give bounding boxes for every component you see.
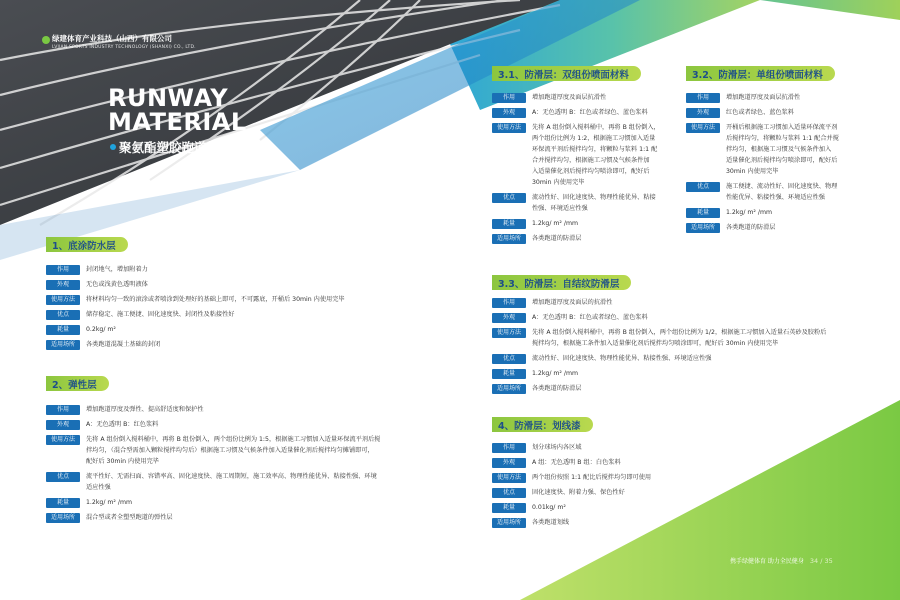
spec-row xyxy=(46,279,446,290)
spec-tag: 适用场所 xyxy=(46,513,80,523)
spec-text-line: 合并搅拌均匀，根据施工习惯及气候条件加 xyxy=(532,157,650,164)
spec-tag: 适用场所 xyxy=(46,340,80,350)
spec-row xyxy=(46,434,456,467)
hero-title-en xyxy=(108,86,247,134)
spec-text-line: 先将 A 组份倒入搅料桶中，再将 B 组份倒入，两个组份比例为 1:5，根据施工习惯加入适量环保流平剂后搅 xyxy=(86,436,381,443)
spec-tag: 耗量 xyxy=(46,498,80,508)
spec-row xyxy=(492,502,792,513)
spec-row xyxy=(686,92,861,103)
spec-row xyxy=(492,457,792,468)
spec-tag: 使用方法 xyxy=(492,473,526,483)
spec-tag: 耗量 xyxy=(686,208,720,218)
spec-row xyxy=(492,327,872,349)
spec-tag: 耗量 xyxy=(492,369,526,379)
company-name-cn: 绿建体育产业科技（山西）有限公司 xyxy=(52,34,172,43)
section-title: 3.1、防滑层：双组份喷面材料 xyxy=(492,66,641,81)
spec-text: 各类跑道划线 xyxy=(532,519,570,526)
spec-tag: 优点 xyxy=(492,193,526,203)
hero-title-cn-wrap xyxy=(110,138,232,156)
spec-tag: 耗量 xyxy=(46,325,80,335)
spec-tag: 使用方法 xyxy=(492,123,526,133)
spec-text-line: 配好后 30min 内使用完毕 xyxy=(86,458,159,465)
spec-row xyxy=(686,181,861,203)
spec-tag: 适用场所 xyxy=(492,518,526,528)
spec-text-line: 后搅拌均匀，将颗粒与浆料 1:1 配合并搅 xyxy=(726,135,839,142)
spec-tag: 外观 xyxy=(492,108,526,118)
section-header-3-2 xyxy=(686,66,835,81)
spec-row xyxy=(46,309,446,320)
spec-tag: 作用 xyxy=(492,93,526,103)
hero-title-line2: MATERIAL xyxy=(108,108,247,136)
spec-text: 各类跑道的防滑层 xyxy=(532,235,582,242)
spec-tag: 外观 xyxy=(46,280,80,290)
section-rows-3-3 xyxy=(492,297,872,398)
spec-text: 0.2kg/ m² xyxy=(86,326,116,333)
section-header-1 xyxy=(46,237,128,252)
spec-text: 两个组份按照 1:1 配比后搅拌均匀即可使用 xyxy=(532,474,652,481)
spec-tag: 适用场所 xyxy=(686,223,720,233)
spec-row xyxy=(492,353,872,364)
spec-text: 各类跑道混凝土基础的封闭 xyxy=(86,341,161,348)
spec-row xyxy=(46,419,456,430)
spec-text: 0.01kg/ m² xyxy=(532,504,566,511)
spec-row xyxy=(46,339,446,350)
spec-tag: 外观 xyxy=(492,458,526,468)
spec-row xyxy=(492,297,872,308)
spec-text xyxy=(726,122,839,177)
spec-tag: 外观 xyxy=(686,108,720,118)
spec-text: A：无色透明 B：红色浆料 xyxy=(86,421,159,428)
spec-text-line: 适应性强 xyxy=(86,484,111,491)
section-title: 3.2、防滑层：单组份喷面材料 xyxy=(686,66,835,81)
spec-tag: 作用 xyxy=(686,93,720,103)
hero-title-line1: RUNWAY xyxy=(108,84,229,112)
spec-tag: 使用方法 xyxy=(686,123,720,133)
spec-tag: 优点 xyxy=(492,354,526,364)
spec-tag: 外观 xyxy=(46,420,80,430)
spec-text-line: 适量催化剂后搅拌均匀喷涂即可，配好后 xyxy=(726,157,838,164)
spec-row xyxy=(492,517,792,528)
spec-text-line: 搅拌均匀，根据施工条件加入适量催化剂后搅拌均匀喷涂即可，配好后 30min 内使用完毕 xyxy=(532,340,779,347)
spec-text: 各类跑道的防滑层 xyxy=(532,385,582,392)
section-title: 4、防滑层：划线漆 xyxy=(492,417,593,432)
section-title: 2、弹性层 xyxy=(46,376,109,391)
spec-row xyxy=(492,122,682,188)
spec-text-line: 性强、环境适应性强 xyxy=(532,205,588,212)
spec-text: A：无色透明 B：红色或者绿色、蓝色浆料 xyxy=(532,109,648,116)
spec-text xyxy=(86,434,380,467)
spec-tag: 使用方法 xyxy=(492,328,526,338)
spec-row xyxy=(492,233,682,244)
spec-row xyxy=(46,404,456,415)
spec-text-line: 施工便捷、流动性好、固化速度快、物理 xyxy=(726,183,838,190)
spec-tag: 作用 xyxy=(46,405,80,415)
spec-row xyxy=(686,222,861,233)
spec-text: 1.2kg/ m² /mm xyxy=(532,220,579,227)
spec-tag: 作用 xyxy=(46,265,80,275)
section-header-3-3 xyxy=(492,275,631,290)
spec-text-line: 环保流平剂后搅拌均匀，将颗粒与浆料 1:1 配 xyxy=(532,146,658,153)
spec-text: A：无色透明 B：红色或者绿色、蓝色浆料 xyxy=(532,314,648,321)
section-header-4 xyxy=(492,417,593,432)
footer-slogan: 携手绿健体育 助力全民健身 xyxy=(730,558,804,565)
bullet-dot-icon xyxy=(110,144,116,150)
section-rows-1 xyxy=(46,264,446,354)
page-numbers: 34 / 35 xyxy=(809,556,833,565)
spec-row xyxy=(492,107,682,118)
company-name-en: LVJIAN SPORTS INDUSTRY TECHNOLOGY (SHANXI) CO., LTD. xyxy=(52,45,196,50)
spec-tag: 外观 xyxy=(492,313,526,323)
spec-row xyxy=(492,368,872,379)
spec-text: 1.2kg/ m² /mm xyxy=(532,370,579,377)
spec-text: 增加跑道厚度及面层抗滑性 xyxy=(532,94,607,101)
spec-tag: 优点 xyxy=(686,182,720,192)
section-rows-3-2 xyxy=(686,92,861,237)
section-rows-3-1 xyxy=(492,92,682,248)
spec-row xyxy=(46,264,446,275)
spec-text-line: 拌均匀，（混合型需加入颗粒搅拌均匀后）根据施工习惯及气候条件加入适量催化剂后搅拌均匀摊铺即可， xyxy=(86,447,374,454)
spec-text-line: 30min 内使用完毕 xyxy=(532,179,585,186)
spec-row xyxy=(492,218,682,229)
spec-text-line: 先将 A 组份倒入搅料桶中，再将 B 组份倒入， xyxy=(532,124,660,131)
company-logo xyxy=(52,34,196,52)
section-title: 1、底涂防水层 xyxy=(46,237,128,252)
spec-text-line: 流动性好、固化速度快、物理性能优异、粘接 xyxy=(532,194,656,201)
spec-text-line: 两个组份比例为 1:2，根据施工习惯加入适量 xyxy=(532,135,656,142)
section-title: 3.3、防滑层：自结纹防滑层 xyxy=(492,275,631,290)
spec-text: 将材料均匀一致的滚涂或者喷涂到处理好的基础上即可，不可露底，开桶后 30min 内使用完毕 xyxy=(86,296,345,303)
spec-row xyxy=(46,324,446,335)
spec-text: 各类跑道的防滑层 xyxy=(726,224,776,231)
logo-mark-icon xyxy=(42,36,50,44)
spec-row xyxy=(46,471,456,493)
spec-text: 1.2kg/ m² /mm xyxy=(86,499,133,506)
spec-text: 封闭地气，增加附着力 xyxy=(86,266,148,273)
section-header-3-1 xyxy=(492,66,641,81)
spec-text: 增加跑道厚度及弹性、提高舒适度和保护性 xyxy=(86,406,204,413)
spec-tag: 优点 xyxy=(492,488,526,498)
page-footer xyxy=(730,556,833,565)
spec-tag: 耗量 xyxy=(492,219,526,229)
spec-text-line: 拌均匀，根据施工习惯及气候条件加入 xyxy=(726,146,832,153)
spec-row xyxy=(46,512,456,523)
spec-tag: 作用 xyxy=(492,298,526,308)
spec-text-line: 开桶后根据施工习惯加入适量环保流平剂 xyxy=(726,124,838,131)
section-header-2 xyxy=(46,376,109,391)
spec-tag: 优点 xyxy=(46,472,80,482)
spec-text-line: 30min 内使用完毕 xyxy=(726,168,779,175)
spec-tag: 适用场所 xyxy=(492,384,526,394)
spec-row xyxy=(492,472,792,483)
spec-text-line: 入适量催化剂后搅拌均匀喷涂即可，配好后 xyxy=(532,168,650,175)
spec-text: 红色或者绿色、蓝色浆料 xyxy=(726,109,795,116)
spec-row xyxy=(686,107,861,118)
spec-text: 增加跑道厚度及面层抗滑性 xyxy=(726,94,801,101)
spec-text xyxy=(532,327,826,349)
spec-text: 储存稳定、施工便捷、固化速度快、封闭性及粘接性好 xyxy=(86,311,235,318)
section-rows-2 xyxy=(46,404,456,527)
spec-text: A 组：无色透明 B 组：白色浆料 xyxy=(532,459,621,466)
spec-text: 1.2kg/ m² /mm xyxy=(726,209,773,216)
spec-text-line: 先将 A 组份倒入搅料桶中，再将 B 组份倒入，两个组份比例为 1/2，根据施工习惯加入适量石英砂及胶粉后 xyxy=(532,329,827,336)
spec-tag: 使用方法 xyxy=(46,435,80,445)
spec-row xyxy=(686,122,861,177)
spec-text-line: 性能优异、粘接性强、环境适应性强 xyxy=(726,194,825,201)
spec-text xyxy=(726,181,837,203)
spec-tag: 使用方法 xyxy=(46,295,80,305)
spec-tag: 耗量 xyxy=(492,503,526,513)
spec-text: 无色或浅黄色透明液体 xyxy=(86,281,148,288)
spec-text: 流动性好、固化速度快、物理性能优异、粘接性强、环境适应性强 xyxy=(532,355,712,362)
spec-text: 划分球场内各区域 xyxy=(532,444,582,451)
spec-row xyxy=(46,294,446,305)
spec-row xyxy=(46,497,456,508)
spec-tag: 适用场所 xyxy=(492,234,526,244)
spec-tag: 优点 xyxy=(46,310,80,320)
spec-row xyxy=(492,383,872,394)
spec-text xyxy=(86,471,377,493)
spec-row xyxy=(492,442,792,453)
spec-row xyxy=(686,207,861,218)
spec-text: 固化速度快、附着力强、保色性好 xyxy=(532,489,625,496)
spec-row xyxy=(492,312,872,323)
spec-text: 增加跑道厚度及面层的抗滑性 xyxy=(532,299,613,306)
spec-text-line: 流平性好、无需扫面、容错率高、固化速度快、施工周期短，施工效率高、物理性能优异、粘接性强、环境 xyxy=(86,473,377,480)
hero-title-cn: 聚氨酯塑胶跑道材料 xyxy=(119,140,232,155)
section-rows-4 xyxy=(492,442,792,532)
spec-tag: 作用 xyxy=(492,443,526,453)
spec-text xyxy=(532,122,660,188)
spec-row xyxy=(492,92,682,103)
spec-row xyxy=(492,487,792,498)
spec-text xyxy=(532,192,656,214)
spec-row xyxy=(492,192,682,214)
spec-text: 混合型或者全塑型跑道的弹性层 xyxy=(86,514,173,521)
